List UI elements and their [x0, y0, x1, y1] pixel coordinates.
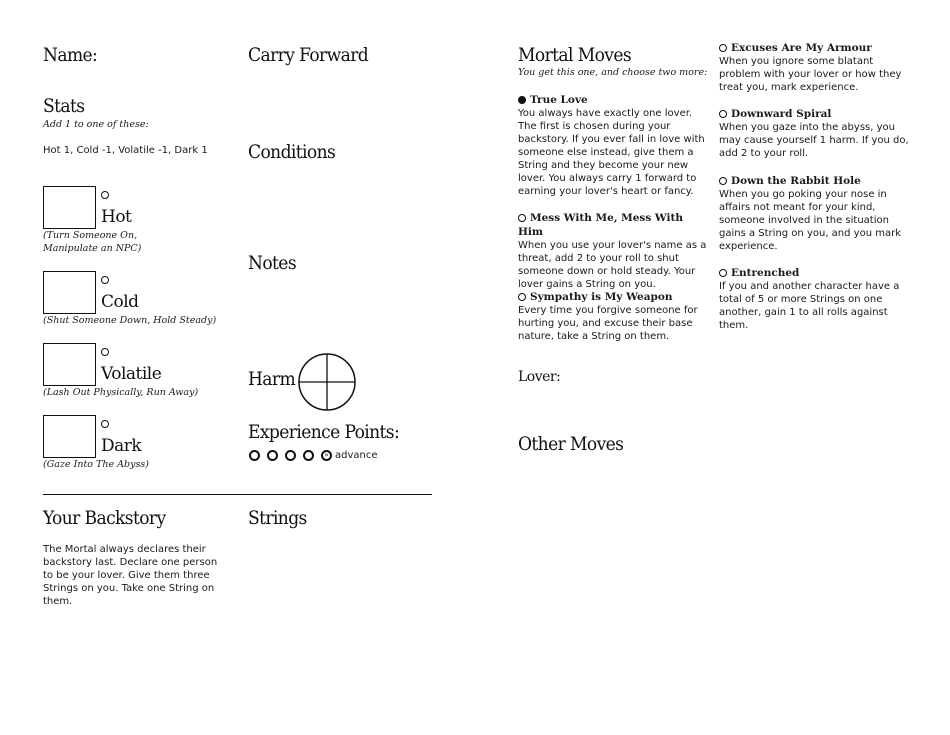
backstory-heading: Your Backstory	[43, 507, 166, 529]
lover-label: Lover:	[518, 369, 561, 385]
other-moves-heading: Other Moves	[518, 433, 624, 455]
move-text: You always have exactly one lover. The first is chosen during your backstory. If you ever fall in love with someone else instead, give them a String and they become your new lover. You always carry 1 forward to earning your lover's heart or fancy.	[518, 108, 705, 197]
carry-forward-heading: Carry Forward	[248, 44, 369, 66]
backstory-text: The Mortal always declares their backstory last. Declare one person to be your lover. Give them three Strings on you. Take one String on them.	[43, 544, 218, 607]
xp-box-3[interactable]	[285, 450, 296, 461]
move-excuses	[719, 41, 909, 94]
move-mess-with-me	[518, 211, 708, 291]
stats-line: Hot 1, Cold -1, Volatile -1, Dark 1	[43, 145, 208, 156]
stat-highlight-volatile[interactable]	[101, 348, 109, 356]
move-true-love	[518, 93, 708, 198]
move-checkbox-icon[interactable]	[518, 214, 526, 222]
move-sympathy	[518, 290, 708, 343]
stat-moves-hot: (Turn Someone On, Manipulate an NPC)	[43, 230, 142, 254]
name-label: Name:	[43, 44, 98, 66]
stat-box-cold[interactable]	[43, 271, 96, 314]
move-text: When you ignore some blatant problem with your lover or how they treat you, mark experience.	[719, 56, 902, 93]
xp-track	[249, 450, 378, 462]
mortal-moves-heading: Mortal Moves	[518, 44, 632, 66]
stat-moves-cold: (Shut Someone Down, Hold Steady)	[43, 315, 217, 326]
move-title: True Love	[530, 94, 588, 106]
move-title: Excuses Are My Armour	[731, 42, 872, 54]
move-text: Every time you forgive someone for hurting you, and excuse their base nature, take a String on them.	[518, 305, 698, 342]
advance-label: advance	[335, 450, 378, 461]
stat-name-dark: Dark	[101, 436, 142, 456]
stats-note: Add 1 to one of these:	[43, 119, 149, 130]
move-rabbit-hole	[719, 174, 909, 253]
move-checkbox-icon[interactable]	[719, 177, 727, 185]
move-downward-spiral	[719, 107, 909, 160]
stat-box-hot[interactable]	[43, 186, 96, 229]
stat-moves-dark: (Gaze Into The Abyss)	[43, 459, 149, 470]
move-checkbox-icon[interactable]	[719, 44, 727, 52]
move-text: If you and another character have a total of 5 or more Strings on one another, gain 1 to all rolls against them.	[719, 281, 900, 331]
move-selected-icon[interactable]	[518, 96, 526, 104]
move-title: Down the Rabbit Hole	[731, 175, 861, 187]
stat-box-dark[interactable]	[43, 415, 96, 458]
conditions-heading: Conditions	[248, 141, 336, 163]
stat-box-volatile[interactable]	[43, 343, 96, 386]
stat-moves-volatile: (Lash Out Physically, Run Away)	[43, 387, 199, 398]
move-checkbox-icon[interactable]	[719, 269, 727, 277]
xp-box-1[interactable]	[249, 450, 260, 461]
move-entrenched	[719, 266, 914, 332]
mortal-moves-note: You get this one, and choose two more:	[518, 67, 708, 78]
harm-heading: Harm	[248, 368, 296, 390]
strings-heading: Strings	[248, 507, 307, 529]
stat-name-hot: Hot	[101, 207, 132, 227]
move-text: When you go poking your nose in affairs not meant for your kind, someone involved in the situation gains a String on you, and you mark experience.	[719, 189, 901, 252]
move-checkbox-icon[interactable]	[518, 293, 526, 301]
xp-box-2[interactable]	[267, 450, 278, 461]
move-title: Entrenched	[731, 267, 800, 279]
move-text: When you use your lover's name as a threat, add 2 to your roll to shut someone down or hold steady. Your lover gains a String on you.	[518, 240, 707, 290]
harm-clock-icon[interactable]	[297, 352, 357, 412]
notes-heading: Notes	[248, 252, 296, 274]
move-title: Sympathy is My Weapon	[530, 291, 673, 303]
move-text: When you gaze into the abyss, you may cause yourself 1 harm. If you do, add 2 to your roll.	[719, 122, 909, 159]
move-title: Downward Spiral	[731, 108, 832, 120]
stat-name-volatile: Volatile	[101, 364, 162, 384]
move-title: Mess With Me, Mess With Him	[518, 212, 683, 238]
stats-heading: Stats	[43, 95, 85, 117]
xp-box-4[interactable]	[303, 450, 314, 461]
move-checkbox-icon[interactable]	[719, 110, 727, 118]
stat-highlight-cold[interactable]	[101, 276, 109, 284]
stat-highlight-dark[interactable]	[101, 420, 109, 428]
xp-heading: Experience Points:	[248, 421, 400, 443]
stat-highlight-hot[interactable]	[101, 191, 109, 199]
stat-name-cold: Cold	[101, 292, 139, 312]
xp-advance-icon[interactable]: »	[321, 450, 332, 461]
section-divider	[43, 494, 432, 495]
